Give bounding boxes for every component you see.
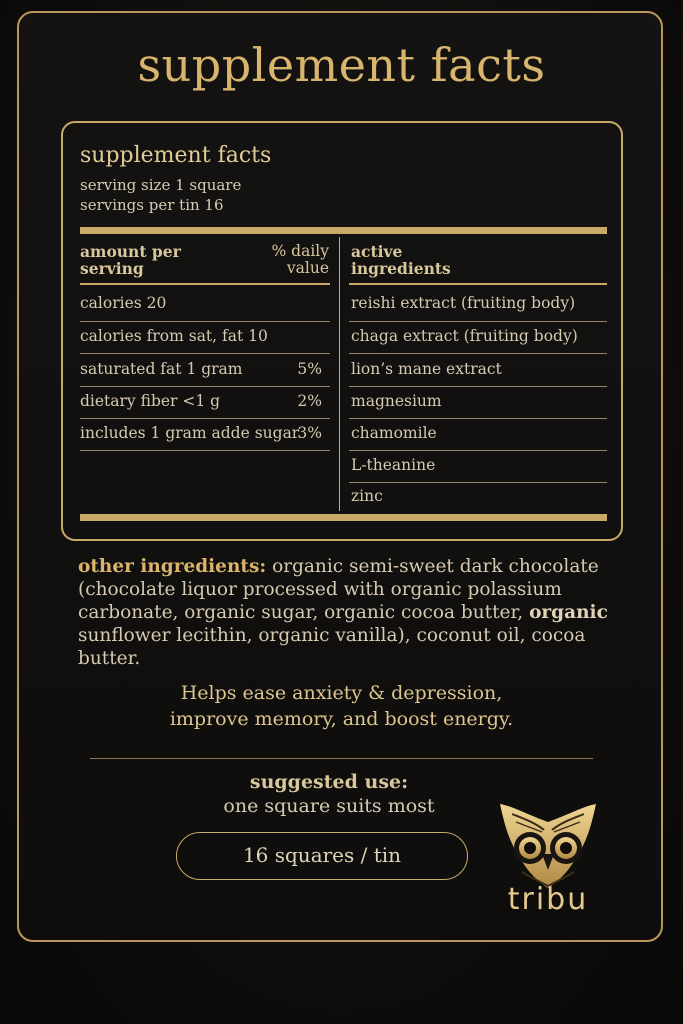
page-title: supplement facts (137, 38, 546, 92)
other-ingredients-label: other ingredients: (78, 556, 267, 577)
nutrient-row: saturated fat 1 gram (80, 360, 243, 378)
header-rule-left (80, 283, 330, 285)
header-amount-per-serving: amount per serving (80, 242, 181, 278)
claim-line-1: Helps ease anxiety & depression, (180, 682, 503, 704)
claim-line-2: improve memory, and boost energy. (169, 708, 514, 730)
top-rule (80, 227, 607, 234)
servings-per-tin: servings per tin 16 (80, 196, 224, 214)
nutrient-row: dietary fiber <1 g (80, 392, 221, 410)
other-ingredients-text: organic semi-sweet dark chocolate (chocolate liquor processed with organic polassium carbonate, organic sugar, organic cocoa butter, (78, 556, 599, 623)
squares-per-tin-badge: 16 squares / tin (176, 832, 468, 880)
ingredient-row: lion’s mane extract (351, 360, 502, 378)
row-divider (349, 482, 607, 483)
supplement-facts-panel (61, 121, 623, 541)
column-divider (339, 237, 340, 511)
nutrient-percent: 2% (297, 392, 322, 410)
other-ingredients-text-end: sunflower lecithin, organic vanilla), coconut oil, cocoa butter. (78, 625, 586, 669)
bottom-rule (80, 514, 607, 521)
other-ingredients-bold: organic (529, 602, 608, 623)
row-divider (80, 353, 330, 354)
nutrient-row: includes 1 gram adde sugar (80, 424, 300, 442)
header-daily-value: % daily value (271, 242, 329, 277)
row-divider (349, 353, 607, 354)
brand-name: tribu (507, 882, 589, 917)
owl-icon (492, 800, 604, 890)
row-divider (349, 418, 607, 419)
nutrient-percent: 3% (297, 424, 322, 442)
ingredient-row: zinc (351, 487, 383, 505)
nutrient-percent: 5% (297, 360, 322, 378)
row-divider (80, 386, 330, 387)
ingredient-row: magnesium (351, 392, 442, 410)
suggested-use-text: one square suits most (223, 795, 435, 817)
other-ingredients (78, 555, 608, 670)
ingredient-row: reishi extract (fruiting body) (351, 294, 576, 312)
serving-size: serving size 1 square (80, 176, 242, 194)
benefit-claim (0, 680, 683, 732)
row-divider (349, 386, 607, 387)
ingredient-row: chamomile (351, 424, 437, 442)
ingredient-row: L-theanine (351, 456, 436, 474)
serving-info (80, 175, 241, 215)
section-divider (90, 758, 593, 759)
panel-title: supplement facts (80, 143, 272, 168)
row-divider (349, 321, 607, 322)
nutrient-row: calories from sat, fat 10 (80, 327, 268, 345)
row-divider (80, 450, 330, 451)
row-divider (80, 418, 330, 419)
header-rule-right (349, 283, 607, 285)
ingredient-row: chaga extract (fruiting body) (351, 327, 578, 345)
suggested-use-label: suggested use: (249, 771, 409, 793)
row-divider (349, 450, 607, 451)
header-active-ingredients: active ingredients (351, 242, 451, 278)
row-divider (80, 321, 330, 322)
nutrient-row: calories 20 (80, 294, 167, 312)
